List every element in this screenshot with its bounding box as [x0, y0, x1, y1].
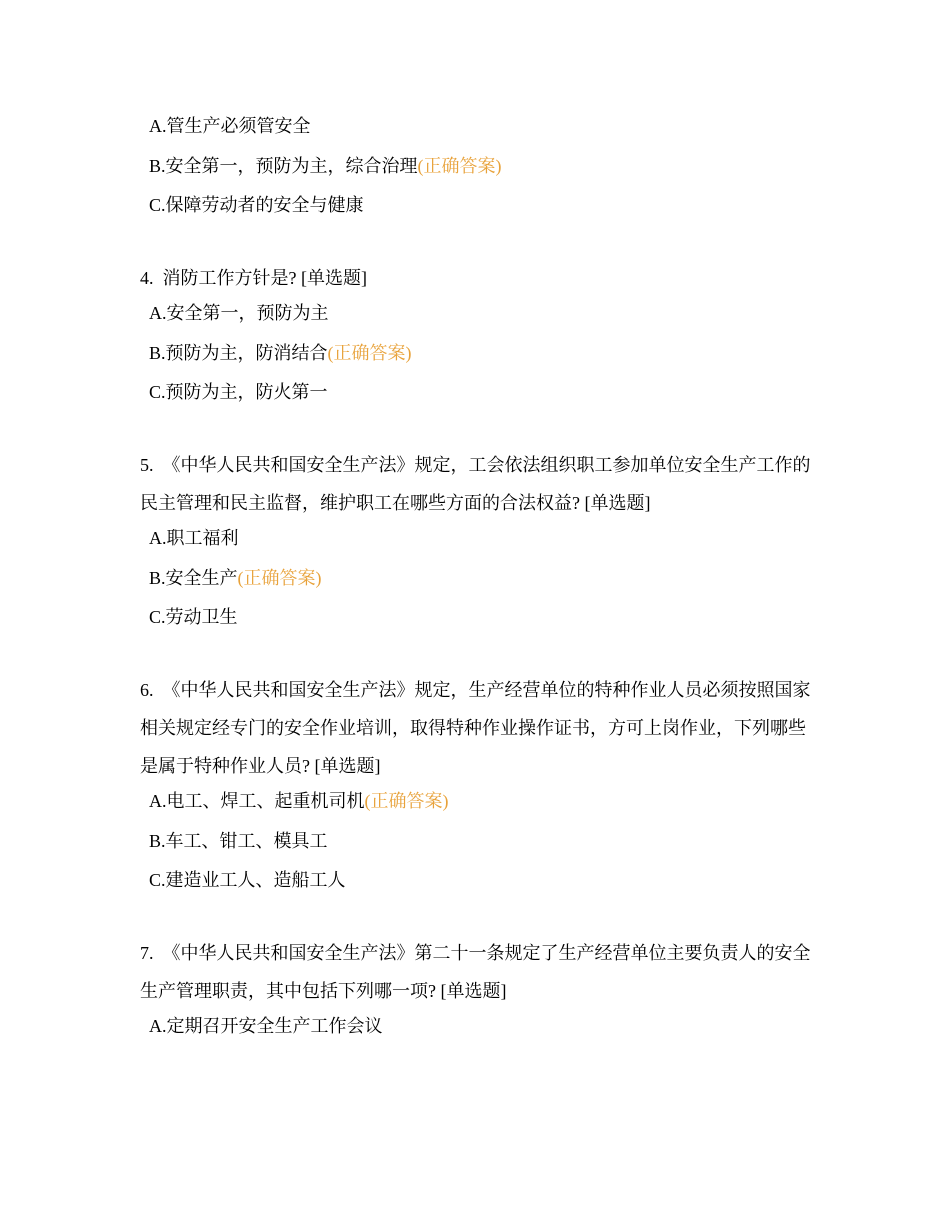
option-label: A.管生产必须管安全 — [149, 116, 311, 136]
correct-answer-marker: (正确答案) — [417, 155, 502, 176]
question-text — [140, 259, 820, 297]
question-text — [140, 934, 820, 1010]
option-label: C.劳动卫生 — [149, 607, 238, 627]
option-5c — [140, 605, 820, 629]
option-5a — [140, 526, 820, 550]
correct-answer-marker: (正确答案) — [237, 567, 322, 588]
option-3b — [140, 154, 820, 178]
option-label: A.安全第一，预防为主 — [149, 303, 329, 323]
option-4b — [140, 341, 820, 365]
option-label: A.定期召开安全生产工作会议 — [149, 1016, 383, 1036]
question-7 — [140, 934, 820, 1038]
option-label: B.预防为主，防消结合 — [149, 342, 328, 363]
option-label: A.电工、焊工、起重机司机 — [149, 791, 365, 811]
question-6 — [140, 671, 820, 892]
question-4 — [140, 259, 820, 404]
question-3-options — [140, 114, 820, 217]
option-3c — [140, 193, 820, 217]
option-6b — [140, 829, 820, 853]
question-text — [140, 671, 820, 785]
question-body: 《中华人民共和国安全生产法》第二十一条规定了生产经营单位主要负责人的安全生产管理职责，其中包括下列哪一项? [单选题] — [140, 943, 811, 1001]
option-label: C.建造业工人、造船工人 — [149, 870, 346, 890]
question-5 — [140, 446, 820, 629]
option-label: A.职工福利 — [149, 528, 239, 548]
question-number: 7. — [140, 943, 154, 963]
option-label: B.安全生产 — [149, 567, 238, 588]
correct-answer-marker: (正确答案) — [364, 791, 449, 811]
option-5b — [140, 566, 820, 590]
option-7a — [140, 1014, 820, 1038]
option-label: B.安全第一，预防为主，综合治理 — [149, 155, 418, 176]
question-number: 6. — [140, 680, 154, 700]
option-label: B.车工、钳工、模具工 — [149, 830, 328, 851]
question-body: 《中华人民共和国安全生产法》规定，生产经营单位的特种作业人员必须按照国家相关规定经专门的安全作业培训，取得特种作业操作证书，方可上岗作业，下列哪些是属于特种作业人员? [单选题] — [140, 680, 811, 776]
option-4c — [140, 380, 820, 404]
option-4a — [140, 301, 820, 325]
question-number: 5. — [140, 455, 154, 475]
quiz-document — [140, 114, 820, 1038]
option-6c — [140, 868, 820, 892]
option-3a — [140, 114, 820, 138]
question-number: 4. — [140, 268, 154, 288]
option-6a — [140, 789, 820, 813]
question-body: 消防工作方针是? [单选题] — [162, 268, 367, 288]
option-label: C.保障劳动者的安全与健康 — [149, 195, 364, 215]
question-body: 《中华人民共和国安全生产法》规定，工会依法组织职工参加单位安全生产工作的民主管理和民主监督，维护职工在哪些方面的合法权益? [单选题] — [140, 455, 811, 513]
correct-answer-marker: (正确答案) — [327, 342, 412, 363]
question-text — [140, 446, 820, 522]
option-label: C.预防为主，防火第一 — [149, 382, 328, 402]
